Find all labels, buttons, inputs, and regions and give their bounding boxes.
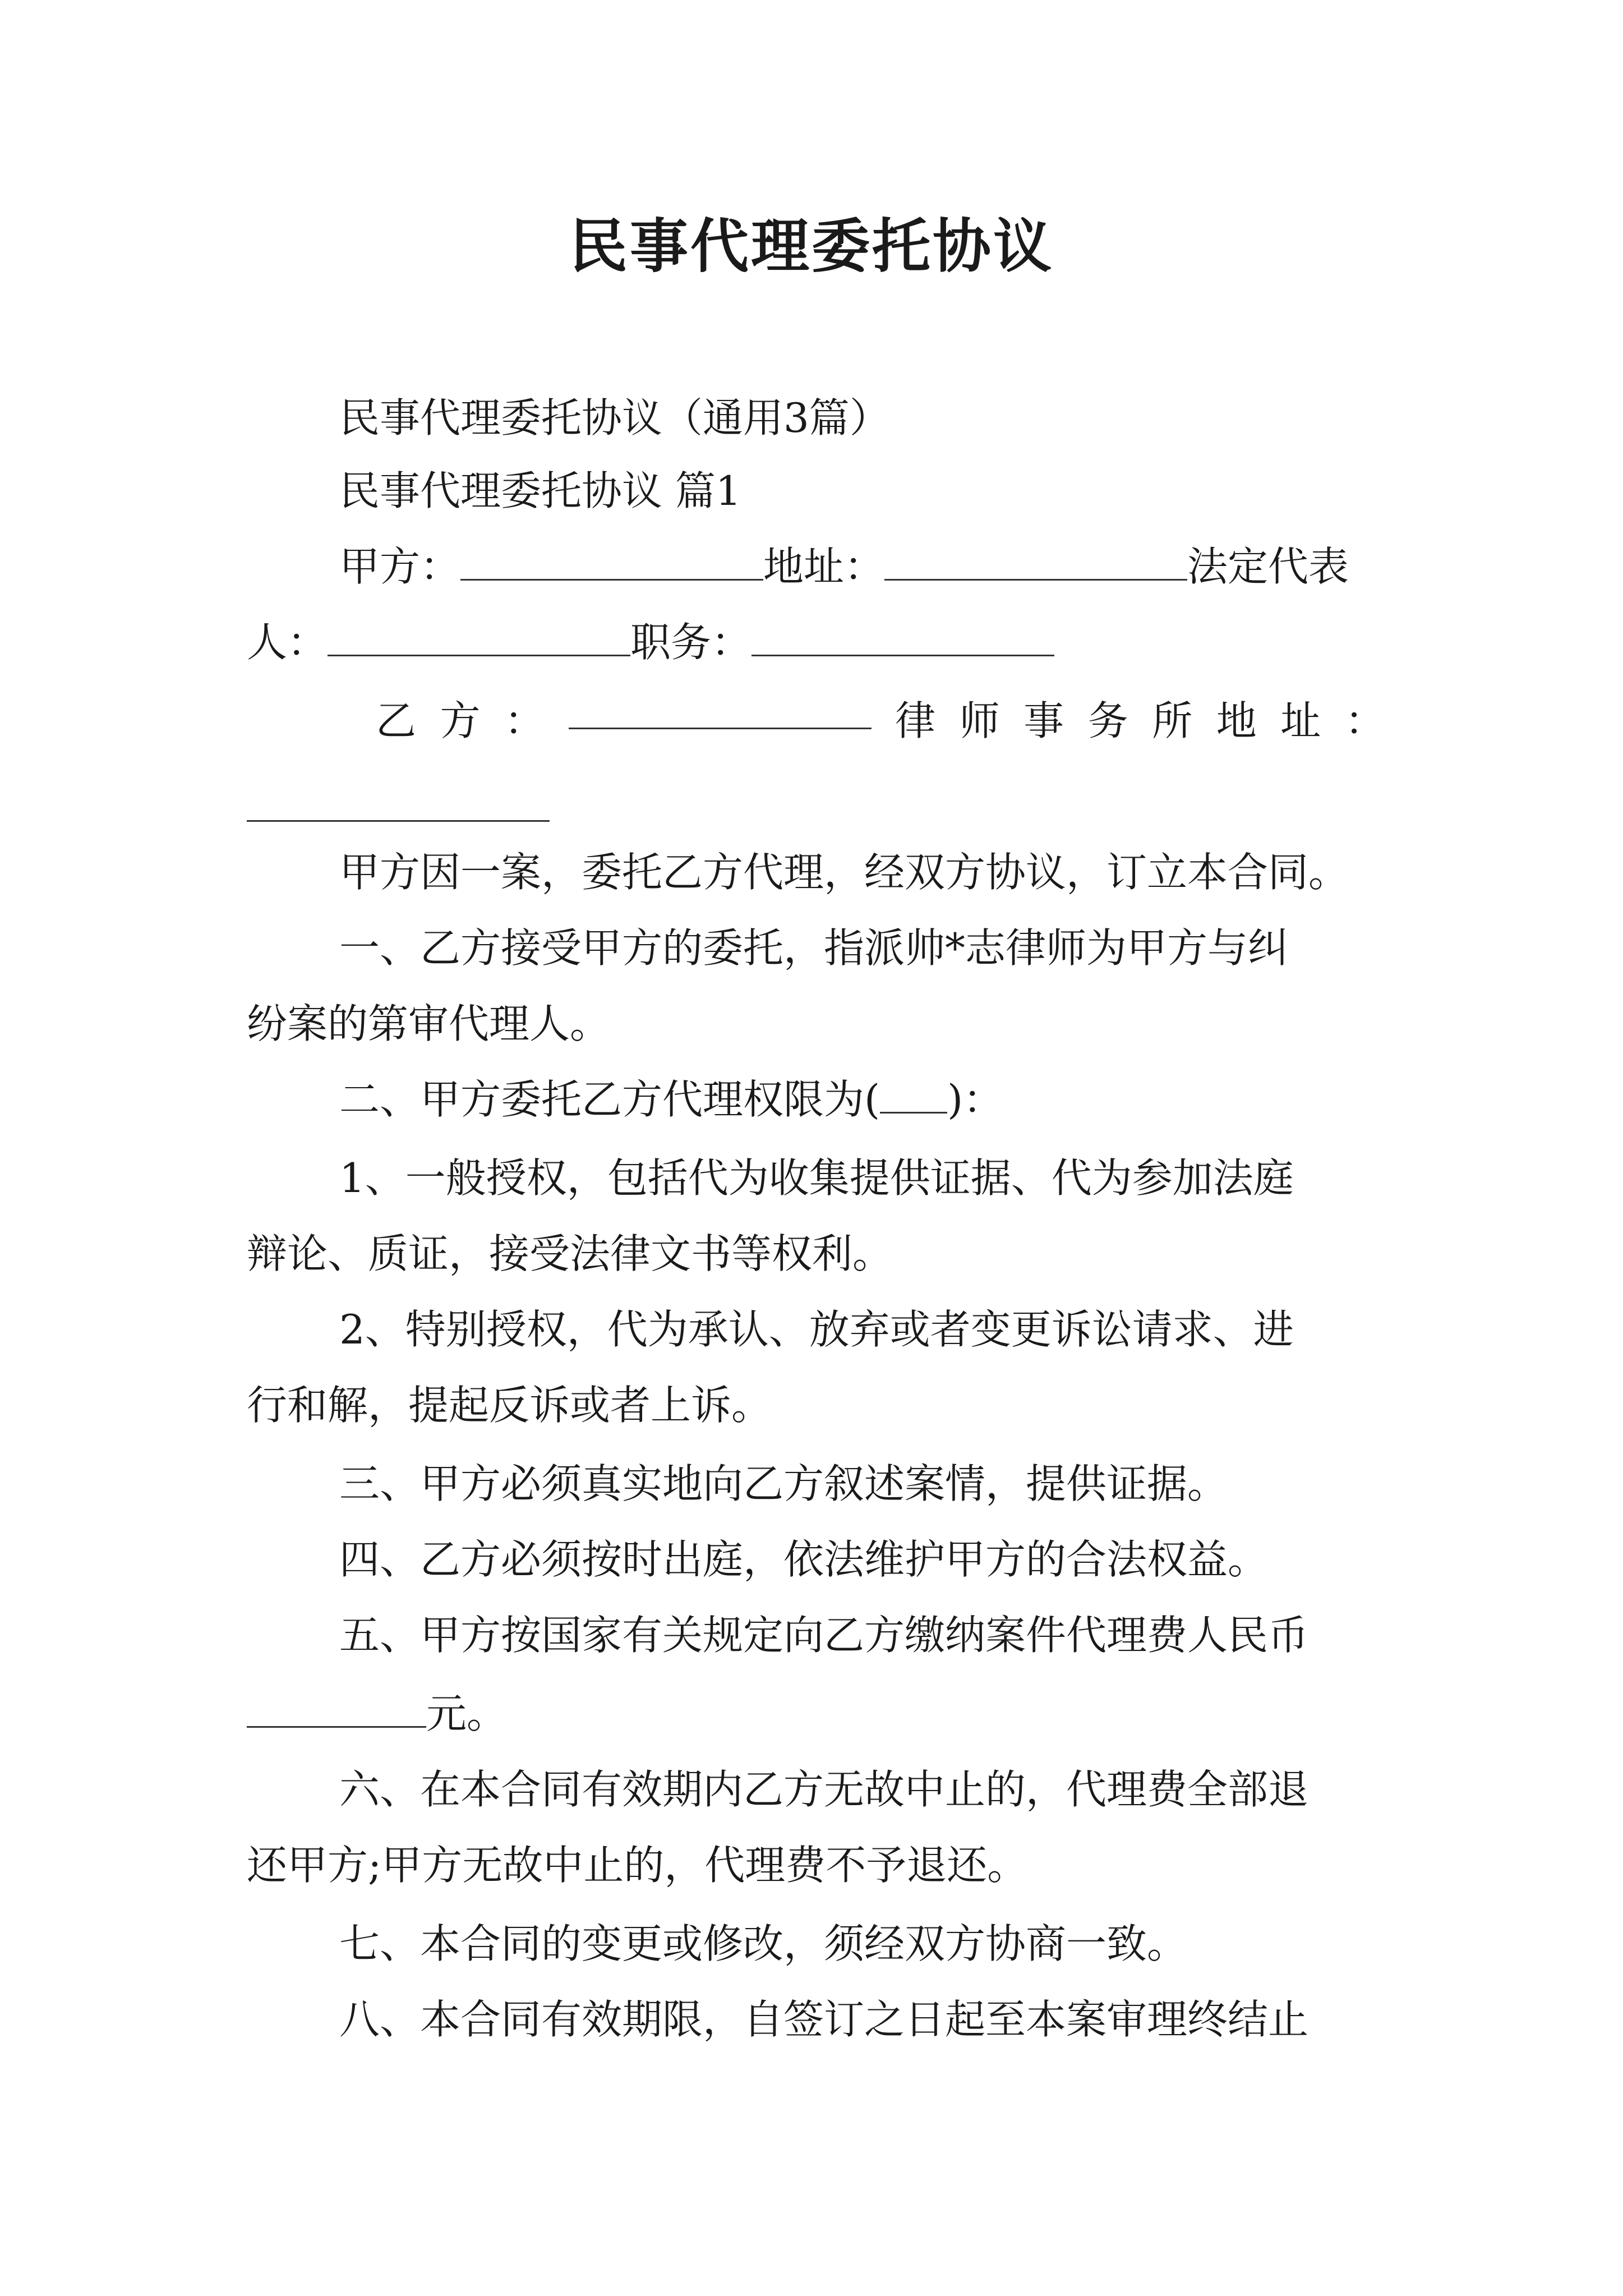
party-b-char-2: 方 xyxy=(440,697,481,744)
clause-5-line-1: 五、甲方按国家有关规定向乙方缴纳案件代理费人民币 xyxy=(339,1612,1309,1659)
firm-address-char-1: 律 xyxy=(895,697,936,744)
firm-address-char-7: 址 xyxy=(1280,697,1321,744)
clause-4: 四、乙方必须按时出庭，依法维护甲方的合法权益。 xyxy=(339,1536,1269,1583)
firm-address-char-3: 事 xyxy=(1023,697,1064,744)
clause-8-line-1: 八、本合同有效期限，自签订之日起至本案审理终结止 xyxy=(339,1996,1309,2043)
document-subtitle: 民事代理委托协议（通用3篇） xyxy=(339,394,890,441)
party-b-char-1: 乙 xyxy=(376,697,417,744)
clause-5-suffix: 元。 xyxy=(426,1690,508,1737)
address-label: 地址： xyxy=(763,543,885,590)
firm-address-char-2: 师 xyxy=(959,697,1000,744)
position-label: 职务： xyxy=(630,619,752,666)
clause-2-suffix: )： xyxy=(947,1076,1004,1123)
party-a-label: 甲方： xyxy=(339,543,461,590)
party-b-blank xyxy=(569,693,872,729)
legal-rep-blank xyxy=(328,620,630,656)
address-blank xyxy=(884,544,1187,581)
firm-address-char-8: ： xyxy=(1344,697,1385,744)
clause-2-2-line-2: 行和解，提起反诉或者上诉。 xyxy=(247,1382,772,1429)
clause-2-2-line-1: 2、特别授权，代为承认、放弃或者变更诉讼请求、进 xyxy=(339,1306,1294,1353)
fee-amount-blank xyxy=(247,1691,426,1728)
party-b-char-3: ： xyxy=(504,697,545,744)
legal-rep-label-end: 人： xyxy=(247,619,328,666)
document-title: 民事代理委托协议 xyxy=(569,212,1054,280)
firm-address-blank xyxy=(247,785,550,822)
firm-address-char-5: 所 xyxy=(1152,697,1193,744)
clause-2-prefix: 二、甲方委托乙方代理权限为( xyxy=(339,1076,880,1123)
clause-2-blank xyxy=(880,1077,947,1114)
clause-2-1-line-2: 辩论、质证，接受法律文书等权利。 xyxy=(247,1230,893,1277)
clause-2 xyxy=(339,1071,1385,1128)
position-blank xyxy=(751,620,1054,656)
clause-1-line-2: 纷案的第审代理人。 xyxy=(247,1000,611,1047)
clause-5-line-2 xyxy=(247,1686,1385,1742)
clause-6-line-2: 还甲方;甲方无故中止的，代理费不予退还。 xyxy=(247,1842,1028,1889)
clause-6-line-1: 六、在本合同有效期内乙方无故中止的，代理费全部退 xyxy=(339,1766,1309,1813)
firm-address-char-4: 务 xyxy=(1087,697,1128,744)
party-b-line xyxy=(376,693,1385,749)
clause-3: 三、甲方必须真实地向乙方叙述案情，提供证据。 xyxy=(339,1460,1228,1507)
clause-2-1-line-1: 1、一般授权，包括代为收集提供证据、代为参加法庭 xyxy=(339,1154,1294,1202)
party-a-line-2 xyxy=(247,614,1385,670)
clause-1-line-1: 一、乙方接受甲方的委托，指派帅*志律师为甲方与纠 xyxy=(339,924,1289,972)
intro-paragraph: 甲方因一案，委托乙方代理，经双方协议，订立本合同。 xyxy=(339,849,1349,896)
legal-rep-label-start: 法定代表 xyxy=(1187,543,1349,590)
firm-address-blank-line xyxy=(247,780,1385,836)
party-a-line xyxy=(339,539,1385,595)
section-heading: 民事代理委托协议 篇1 xyxy=(339,467,741,514)
party-a-blank xyxy=(460,544,763,581)
firm-address-char-6: 地 xyxy=(1216,697,1257,744)
clause-7: 七、本合同的变更或修改，须经双方协商一致。 xyxy=(339,1920,1188,1967)
